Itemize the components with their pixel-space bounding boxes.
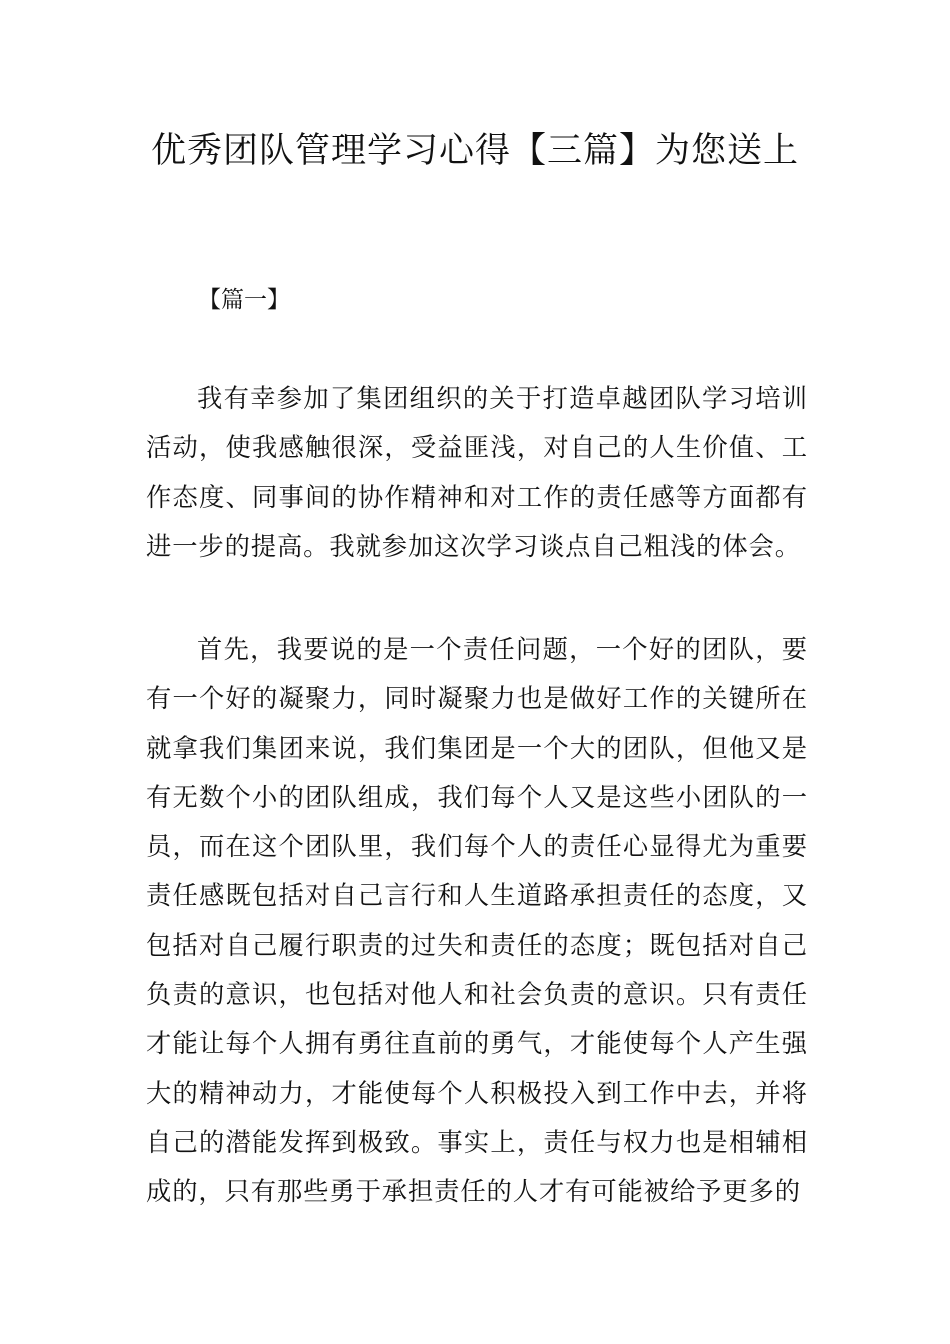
- paragraph-2: 首先，我要说的是一个责任问题，一个好的团队，要有一个好的凝聚力，同时凝聚力也是做好工作的关键所在就拿我们集团来说，我们集团是一个大的团队，但他又是有无数个小的团队组成，我们每个人又是这些小团队的一员，而在这个团队里，我们每个人的责任心显得尤为重要责任感既包括对自己言行和人生道路承担责任的态度，又包括对自己履行职责的过失和责任的态度；既包括对自己负责的意识，也包括对他人和社会负责的意识。只有责任才能让每个人拥有勇往直前的勇气，才能使每个人产生强大的精神动力，才能使每个人积极投入到工作中去，并将自己的潜能发挥到极致。事实上，责任与权力也是相辅相成的，只有那些勇于承担责任的人才有可能被给予更多的: [146, 635, 808, 1207]
- document-title: 优秀团队管理学习心得【三篇】为您送上: [150, 131, 799, 171]
- paragraph-1: 我有幸参加了集团组织的关于打造卓越团队学习培训活动，使我感触很深，受益匪浅，对自己的人生价值、工作态度、同事间的协作精神和对工作的责任感等方面都有进一步的提高。我就参加这次学习谈点自己粗浅的体会。: [146, 384, 808, 561]
- section-label: 【篇一】: [198, 287, 290, 313]
